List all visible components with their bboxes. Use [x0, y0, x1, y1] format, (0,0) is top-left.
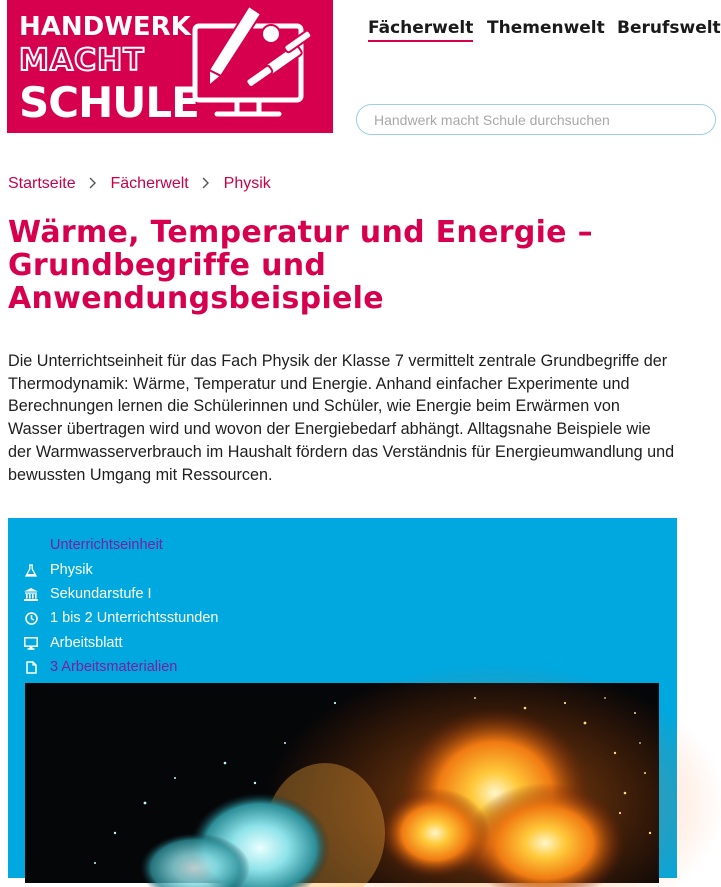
site-logo[interactable] — [7, 0, 333, 133]
search-box — [356, 104, 716, 135]
breadcrumb-item-startseite[interactable]: Startseite — [8, 175, 76, 192]
logo-text-line2: MACHT — [19, 43, 145, 78]
lesson-info-box — [8, 518, 677, 878]
chevron-right-icon — [202, 177, 210, 192]
logo-text-line3: SCHULE — [19, 78, 199, 127]
meta-materials[interactable] — [24, 658, 177, 676]
meta-format-text: Arbeitsblatt — [50, 635, 123, 651]
meta-subject-text: Physik — [50, 562, 93, 578]
hero-image — [25, 683, 659, 883]
breadcrumb — [8, 175, 271, 193]
meta-subject — [24, 561, 93, 579]
flask-icon — [24, 563, 38, 577]
breadcrumb-item-physik[interactable]: Physik — [223, 175, 271, 192]
intro-paragraph: Die Unterrichtseinheit für das Fach Physik der Klasse 7 vermittelt zentrale Grundbegriffe der Thermodynamik: Wärme, Temperatur und Energie. Anhand einfacher Experimente und Berechnungen lernen die Schülerinnen und Schüler, wie Energie beim Erwärmen von Wasser übertragen wird und wovon der Energiebedarf abhängt. Alltagsnahe Beispiele wie der Warmwasserverbrauch im Haushalt fördern das Verständnis für Energieumwandlung und bewussten Umgang mit Ressourcen. — [8, 352, 675, 484]
meta-format — [24, 634, 123, 652]
institution-icon — [24, 587, 38, 601]
search-input[interactable] — [357, 105, 715, 134]
lesson-type-label[interactable]: Unterrichtseinheit — [50, 537, 163, 553]
nav-item-themenwelt[interactable]: Themenwelt — [487, 18, 605, 38]
chevron-right-icon — [89, 177, 97, 192]
nav-item-berufswelt[interactable]: Berufswelt — [617, 18, 721, 38]
logo-text-line1: HANDWERK — [19, 12, 191, 42]
meta-level — [24, 585, 152, 603]
monitor-tools-icon — [187, 4, 327, 129]
page-title: Wärme, Temperatur und Energie – Grundbegriffe und Anwendungsbeispiele — [8, 215, 593, 316]
monitor-icon — [24, 636, 38, 650]
meta-materials-link[interactable]: 3 Arbeitsmaterialien — [50, 659, 178, 675]
clock-icon — [24, 611, 38, 625]
meta-duration — [24, 609, 218, 627]
document-icon — [24, 660, 38, 674]
nav-item-faecherwelt[interactable]: Fächerwelt — [368, 18, 473, 42]
fire-ice-illustration — [25, 683, 659, 883]
meta-level-text: Sekundarstufe I — [50, 586, 152, 602]
breadcrumb-item-faecherwelt[interactable]: Fächerwelt — [110, 175, 189, 192]
meta-duration-text: 1 bis 2 Unterrichtsstunden — [50, 610, 219, 626]
